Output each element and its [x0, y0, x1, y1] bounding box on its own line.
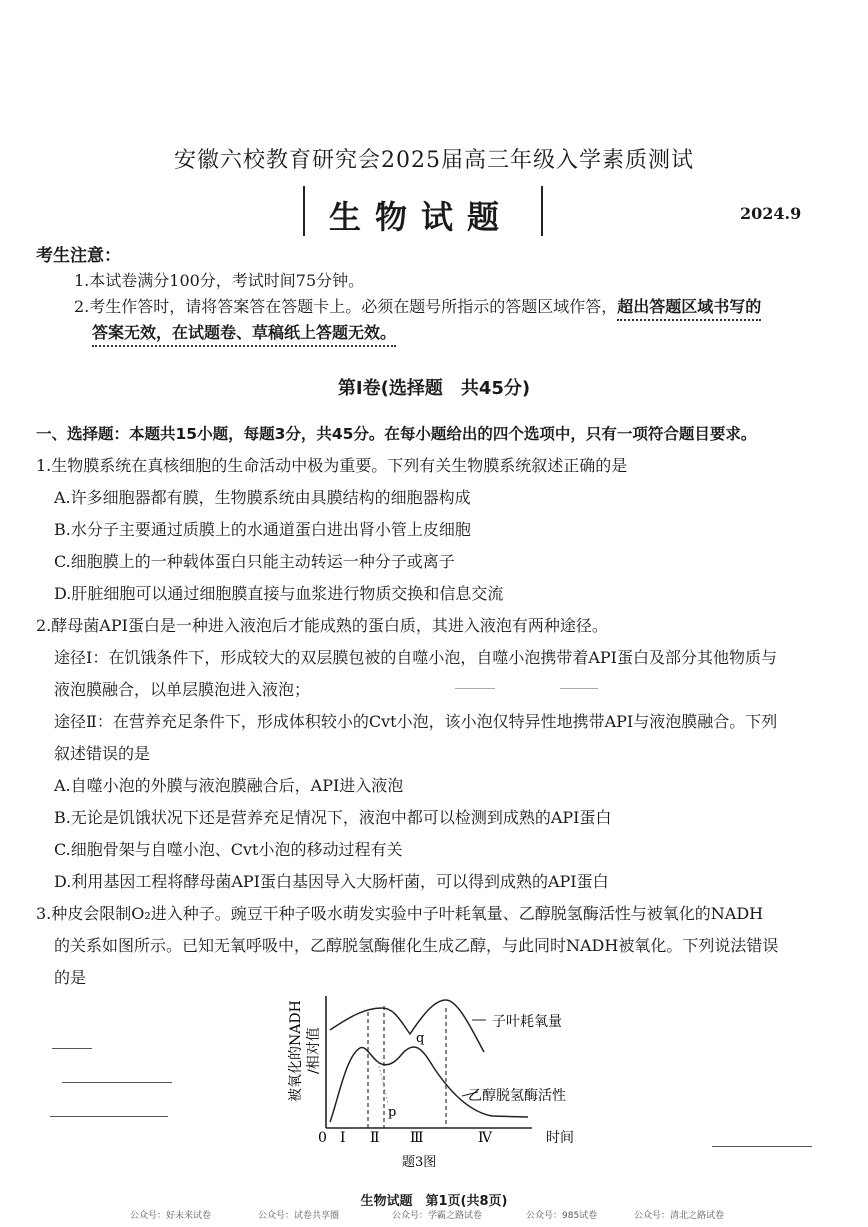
q1-option-a: A.许多细胞器都有膜，生物膜系统由具膜结构的细胞器构成 [54, 488, 471, 507]
q3-stem-line2: 的关系如图所示。已知无氧呼吸中，乙醇脱氢酶催化生成乙醇，与此同时NADH被氧化。下列说法错误 [54, 936, 779, 955]
origin-label: 0 [318, 1130, 327, 1146]
enzyme-curve-label: 乙醇脱氢酶活性 [468, 1088, 566, 1104]
notice-item-2-part-a: 2.考生作答时，请将答案答在答题卡上。必须在题号所指示的答题区域作答， [74, 297, 618, 316]
exam-title: 安徽六校教育研究会2025届高三年级入学素质测试 [174, 148, 694, 173]
q2-option-a: A.自噬小泡的外膜与液泡膜融合后，API进入液泡 [54, 776, 404, 795]
notice-item-2-cont [92, 323, 396, 343]
part-heading: 一、选择题：本题共15小题，每题3分，共45分。在每小题给出的四个选项中，只有一项符合题目要求。 [36, 425, 757, 443]
curve-enzyme-activity [330, 1047, 528, 1122]
watermark: 公众号：985试卷 [526, 1211, 598, 1221]
subject-title: 生物试题 [328, 198, 513, 236]
q1-option-b: B.水分子主要通过质膜上的水通道蛋白进出肾小管上皮细胞 [54, 520, 471, 539]
stage-label-2: Ⅱ [370, 1130, 380, 1146]
q2-path1-line1: 途径Ⅰ：在饥饿条件下，形成较大的双层膜包被的自噬小泡，自噬小泡携带着API蛋白及部分其他物质与 [54, 648, 777, 667]
point-p-label: p [388, 1105, 397, 1120]
oxygen-curve-label: 子叶耗氧量 [492, 1014, 562, 1030]
watermark: 公众号：清北之路试卷 [634, 1211, 725, 1221]
q1-option-d: D.肝脏细胞可以通过细胞膜直接与血浆进行物质交换和信息交流 [54, 584, 504, 603]
q2-option-b: B.无论是饥饿状况下还是营养充足情况下，液泡中都可以检测到成熟的API蛋白 [54, 808, 612, 827]
scan-mark [50, 1116, 168, 1117]
notice-item-2-emphasis-a: 超出答题区域书写的 [617, 297, 761, 321]
q1-stem: 1.生物膜系统在真核细胞的生命活动中极为重要。下列有关生物膜系统叙述正确的是 [36, 456, 628, 475]
watermark: 公众号：学霸之路试卷 [392, 1211, 483, 1221]
exam-date: 2024.9 [740, 204, 802, 223]
point-q-label: q [416, 1031, 425, 1046]
scan-mark [52, 1048, 92, 1049]
figure-caption: 题3图 [402, 1155, 437, 1170]
scan-mark [455, 688, 495, 689]
q2-path1-line2: 液泡膜融合，以单层膜泡进入液泡； [54, 680, 311, 699]
stage-label-4: Ⅳ [478, 1130, 492, 1146]
scan-mark [712, 1146, 812, 1147]
stage-label-1: Ⅰ [340, 1130, 346, 1146]
watermark: 公众号：好未来试卷 [130, 1211, 212, 1221]
scan-mark [560, 688, 598, 689]
q2-option-c: C.细胞骨架与自噬小泡、Cvt小泡的移动过程有关 [54, 840, 403, 859]
x-axis-label: 时间 [546, 1130, 574, 1146]
page-footer: 生物试题 第1页(共8页) [360, 1194, 508, 1209]
section-title: 第Ⅰ卷(选择题 共45分) [337, 378, 531, 399]
q1-option-c: C.细胞膜上的一种载体蛋白只能主动转运一种分子或离子 [54, 552, 455, 571]
notice-item-1: 1.本试卷满分100分，考试时间75分钟。 [74, 271, 365, 290]
notice-heading: 考生注意： [36, 246, 121, 266]
y-axis-unit: /相对值 [306, 1027, 322, 1074]
curve-oxygen-consumption [330, 1000, 484, 1052]
q2-stem: 2.酵母菌API蛋白是一种进入液泡后才能成熟的蛋白质，其进入液泡有两种途径。 [36, 616, 608, 635]
watermark: 公众号：试卷共享圈 [258, 1211, 340, 1221]
q3-stem-line1: 3.种皮会限制O₂进入种子。豌豆干种子吸水萌发实验中子叶耗氧量、乙醇脱氢酶活性与被氧化的NADH [36, 904, 764, 923]
leader-p [378, 1062, 388, 1103]
stage-label-3: Ⅲ [410, 1130, 424, 1146]
q2-path2-line2: 叙述错误的是 [54, 744, 151, 763]
notice-item-2 [74, 297, 761, 317]
notice-item-2-emphasis-b: 答案无效，在试题卷、草稿纸上答题无效。 [92, 323, 396, 347]
y-axis-label: 被氧化的NADH [288, 1000, 304, 1102]
q2-option-d: D.利用基因工程将酵母菌API蛋白基因导入大肠杆菌，可以得到成熟的API蛋白 [54, 872, 609, 891]
q3-stem-line3: 的是 [54, 968, 87, 987]
scan-mark [62, 1082, 172, 1083]
q2-path2-line1: 途径Ⅱ：在营养充足条件下，形成体积较小的Cvt小泡，该小泡仅特异性地携带API与液泡膜融合。下列 [54, 712, 778, 731]
figure-3-diagram [270, 990, 600, 1180]
